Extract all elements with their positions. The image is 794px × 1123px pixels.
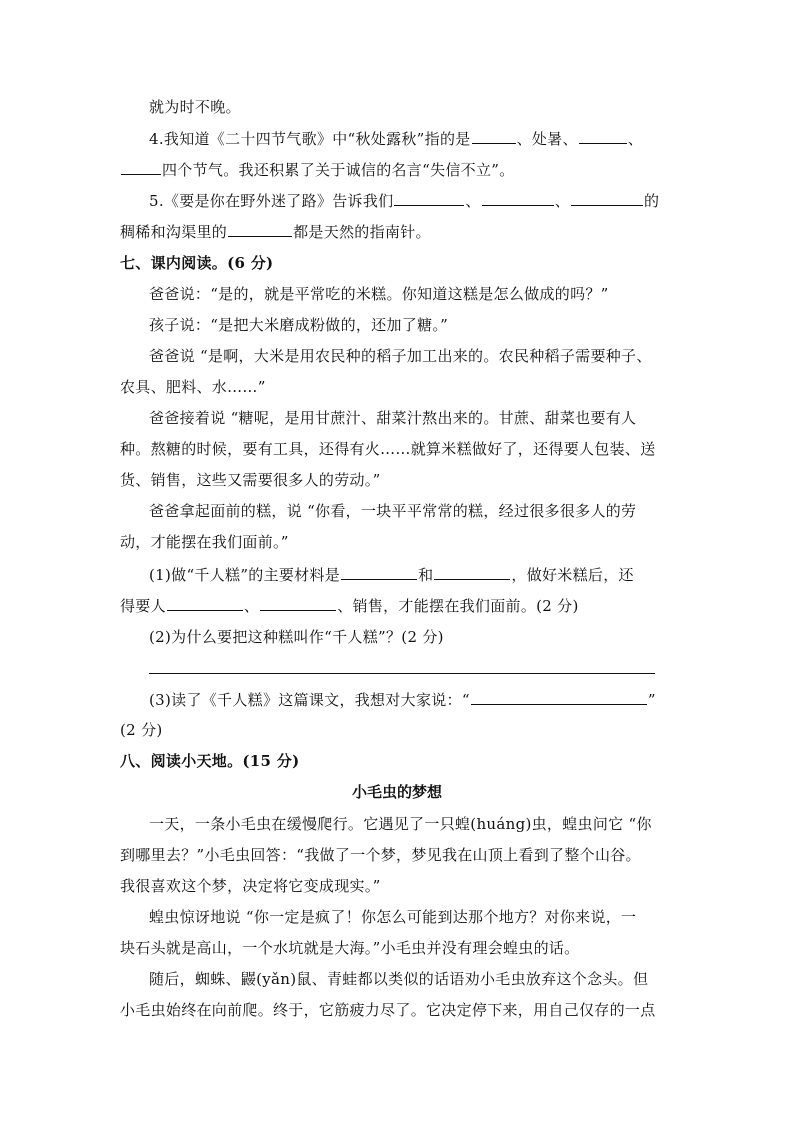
answer-blank[interactable] [121,158,161,175]
story-paragraph: 块石头就是高山，一个水坑就是大海。”小毛虫并没有理会蝗虫的话。 [120,939,580,957]
passage-paragraph: 孩子说：“是把大米磨成粉做的，还加了糖。” [149,316,449,334]
question-text: 、 [243,597,260,615]
story-paragraph: 一天，一条小毛虫在缓慢爬行。它遇见了一只蝗(huáng)虫，蝗虫问它 “你 [149,815,652,833]
passage-paragraph: 爸爸说 “是啊，大米是用农民种的稻子加工出来的。农民种稻子需要种子、 [149,347,652,365]
question-5-line-2 [120,220,431,243]
section-7-heading: 七、课内阅读。(6 分) [120,254,274,272]
text-line: 就为时不晚。 [149,98,241,116]
answer-blank[interactable] [228,220,292,237]
question-text: 5.《要是你在野外迷了路》告诉我们 [149,192,394,210]
story-title: 小毛虫的梦想 [351,783,442,801]
question-text: 、 [627,130,644,148]
question-7-3-points: (2 分) [120,721,163,739]
question-text: (1)做“千人糕”的主要材料是 [149,566,341,584]
answer-blank[interactable] [471,688,647,705]
question-4-line-1 [149,127,643,150]
story-paragraph: 我很喜欢这个梦，决定将它变成现实。” [120,877,381,895]
question-text: (3)读了《千人糕》这篇课文，我想对大家说：“ [149,691,470,709]
question-4-line-2 [120,158,515,181]
story-paragraph: 随后，蜘蛛、鼹(yǎn)鼠、青蛙都以类似的话语劝小毛虫放弃这个念头。但 [149,970,649,988]
answer-blank[interactable] [579,127,627,144]
question-text: 和 [418,566,434,584]
question-7-3 [149,688,656,711]
passage-paragraph: 动，才能摆在我们面前。” [120,533,289,551]
answer-blank[interactable] [482,189,554,206]
question-text: 、 [554,192,571,210]
passage-paragraph: 货、销售，这些又需要很多人的劳动。” [120,471,381,489]
answer-blank[interactable] [260,594,336,611]
question-5-line-1 [149,189,659,212]
passage-paragraph: 种。熬糖的时候，要有工具，还得有火……就算米糕做好了，还得要人包装、送 [120,440,656,458]
passage-paragraph: 农具、肥料、水……” [120,378,266,396]
question-text: 得要人 [120,597,166,615]
question-text: 、销售，才能摆在我们面前。(2 分) [337,597,579,615]
question-text: ” [647,691,656,709]
story-paragraph: 蝗虫惊讶地说 “你一定是疯了！你怎么可能到达那个地方？对你来说，一 [149,908,637,926]
question-text: 四个节气。我还积累了关于诚信的名言“失信不立”。 [162,161,515,179]
question-text: 、 [465,192,481,210]
question-text: 的 [644,192,660,210]
answer-line[interactable] [149,673,655,674]
question-text: 稠稀和沟渠里的 [120,223,228,241]
answer-blank[interactable] [434,563,510,580]
passage-paragraph: 爸爸说：“是的，就是平常吃的米糕。你知道这糕是怎么做成的吗？” [149,285,609,303]
question-text: 都是天然的指南针。 [293,223,431,241]
story-paragraph: 小毛虫始终在向前爬。终于，它筋疲力尽了。它决定停下来，用自己仅存的一点 [120,1001,656,1019]
answer-blank[interactable] [571,189,643,206]
section-8-heading: 八、阅读小天地。(15 分) [120,752,300,770]
answer-blank[interactable] [167,594,243,611]
passage-paragraph: 爸爸接着说 “糖呢，是用甘蔗汁、甜菜汁熬出来的。甘蔗、甜菜也要有人 [149,409,637,427]
story-paragraph: 到哪里去？”小毛虫回答：“我做了一个梦，梦见我在山顶上看到了整个山谷。 [120,846,641,864]
question-7-1-line-1 [149,563,634,586]
question-text: 、处暑、 [516,130,578,148]
question-text: 4.我知道《二十四节气歌》中“秋处露秋”指的是 [149,130,471,148]
answer-blank[interactable] [341,563,417,580]
answer-blank[interactable] [472,127,516,144]
answer-blank[interactable] [394,189,464,206]
question-7-2: (2)为什么要把这种糕叫作“千人糕”？(2 分) [149,628,444,646]
question-text: ，做好米糕后，还 [511,566,634,584]
question-7-1-line-2 [120,594,579,617]
passage-paragraph: 爸爸拿起面前的糕，说 “你看，一块平平常常的糕，经过很多很多人的劳 [149,502,637,520]
